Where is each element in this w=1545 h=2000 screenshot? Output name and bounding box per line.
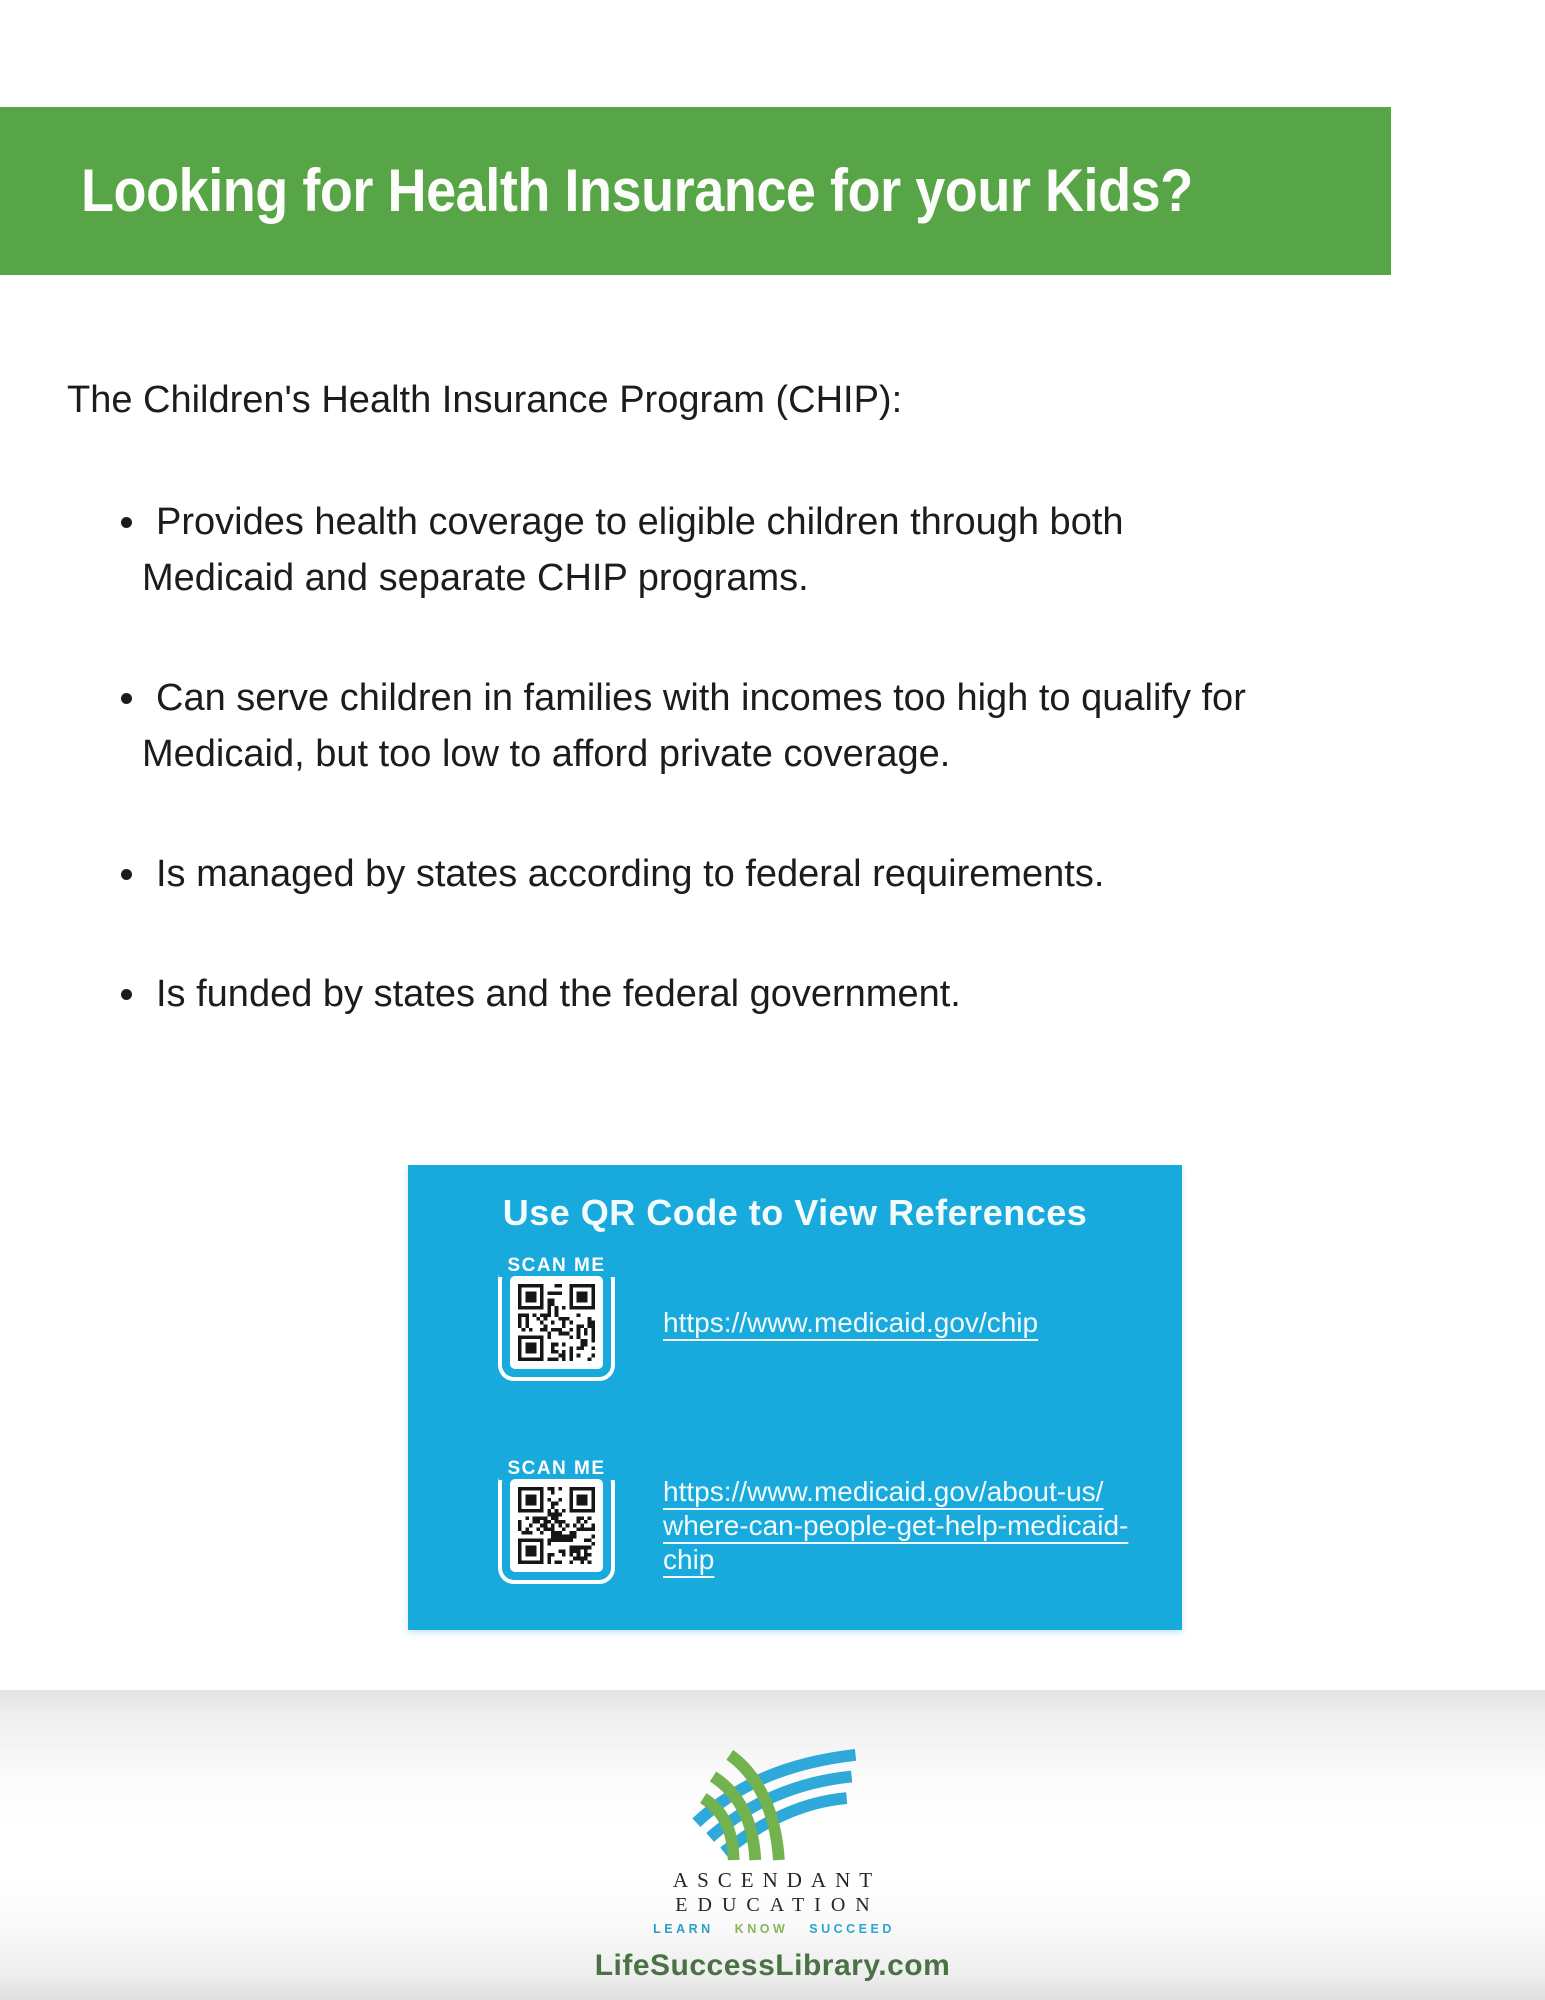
qr-code-icon xyxy=(518,1284,595,1361)
website-url: LifeSuccessLibrary.com xyxy=(594,1949,951,1982)
scan-me-frame xyxy=(498,1255,615,1381)
scan-me-frame xyxy=(498,1458,615,1584)
tagline-learn: LEARN xyxy=(653,1922,714,1936)
tagline-know: KNOW xyxy=(734,1922,789,1936)
qr-reference-box xyxy=(408,1165,1182,1630)
qr-reference-row xyxy=(498,1255,1182,1381)
reference-link-chip[interactable]: https://www.medicaid.gov/chip xyxy=(663,1306,1039,1338)
qr-tile xyxy=(510,1479,603,1572)
page-title: Looking for Health Insurance for your Kids? xyxy=(81,157,1193,224)
bullet-item: Is managed by states according to federal requirements. xyxy=(142,846,1247,902)
logo-wordmark-ascendant: ASCENDANT xyxy=(672,1868,882,1892)
qr-reference-row xyxy=(498,1458,1182,1584)
logo-tagline xyxy=(0,1922,1545,1936)
bullet-item: Is funded by states and the federal government. xyxy=(142,966,1247,1022)
ascendant-education-logo-icon xyxy=(683,1748,863,1861)
bullet-list xyxy=(0,494,1545,1022)
tagline-succeed: SUCCEED xyxy=(809,1922,895,1936)
scan-me-label: SCAN ME xyxy=(498,1458,614,1480)
logo-wordmark-education: EDUCATION xyxy=(675,1894,880,1916)
bullet-item: Can serve children in families with incomes too high to qualify for Medicaid, but too low to afford private coverage. xyxy=(142,670,1247,782)
body-content xyxy=(0,372,1545,1086)
qr-box-title: Use QR Code to View References xyxy=(502,1192,1088,1233)
scan-me-label: SCAN ME xyxy=(498,1255,614,1277)
qr-tile xyxy=(510,1276,603,1369)
page-footer xyxy=(0,1690,1545,2000)
title-banner xyxy=(0,107,1391,275)
intro-text: The Children's Health Insurance Program (CHIP): xyxy=(67,379,903,421)
bullet-item: Provides health coverage to eligible children through both Medicaid and separate CHIP programs. xyxy=(142,494,1247,606)
reference-link-get-help[interactable]: https://www.medicaid.gov/about-us/ where-can-people-get-help-medicaid- chip xyxy=(663,1475,1129,1575)
qr-code-icon xyxy=(518,1487,595,1564)
